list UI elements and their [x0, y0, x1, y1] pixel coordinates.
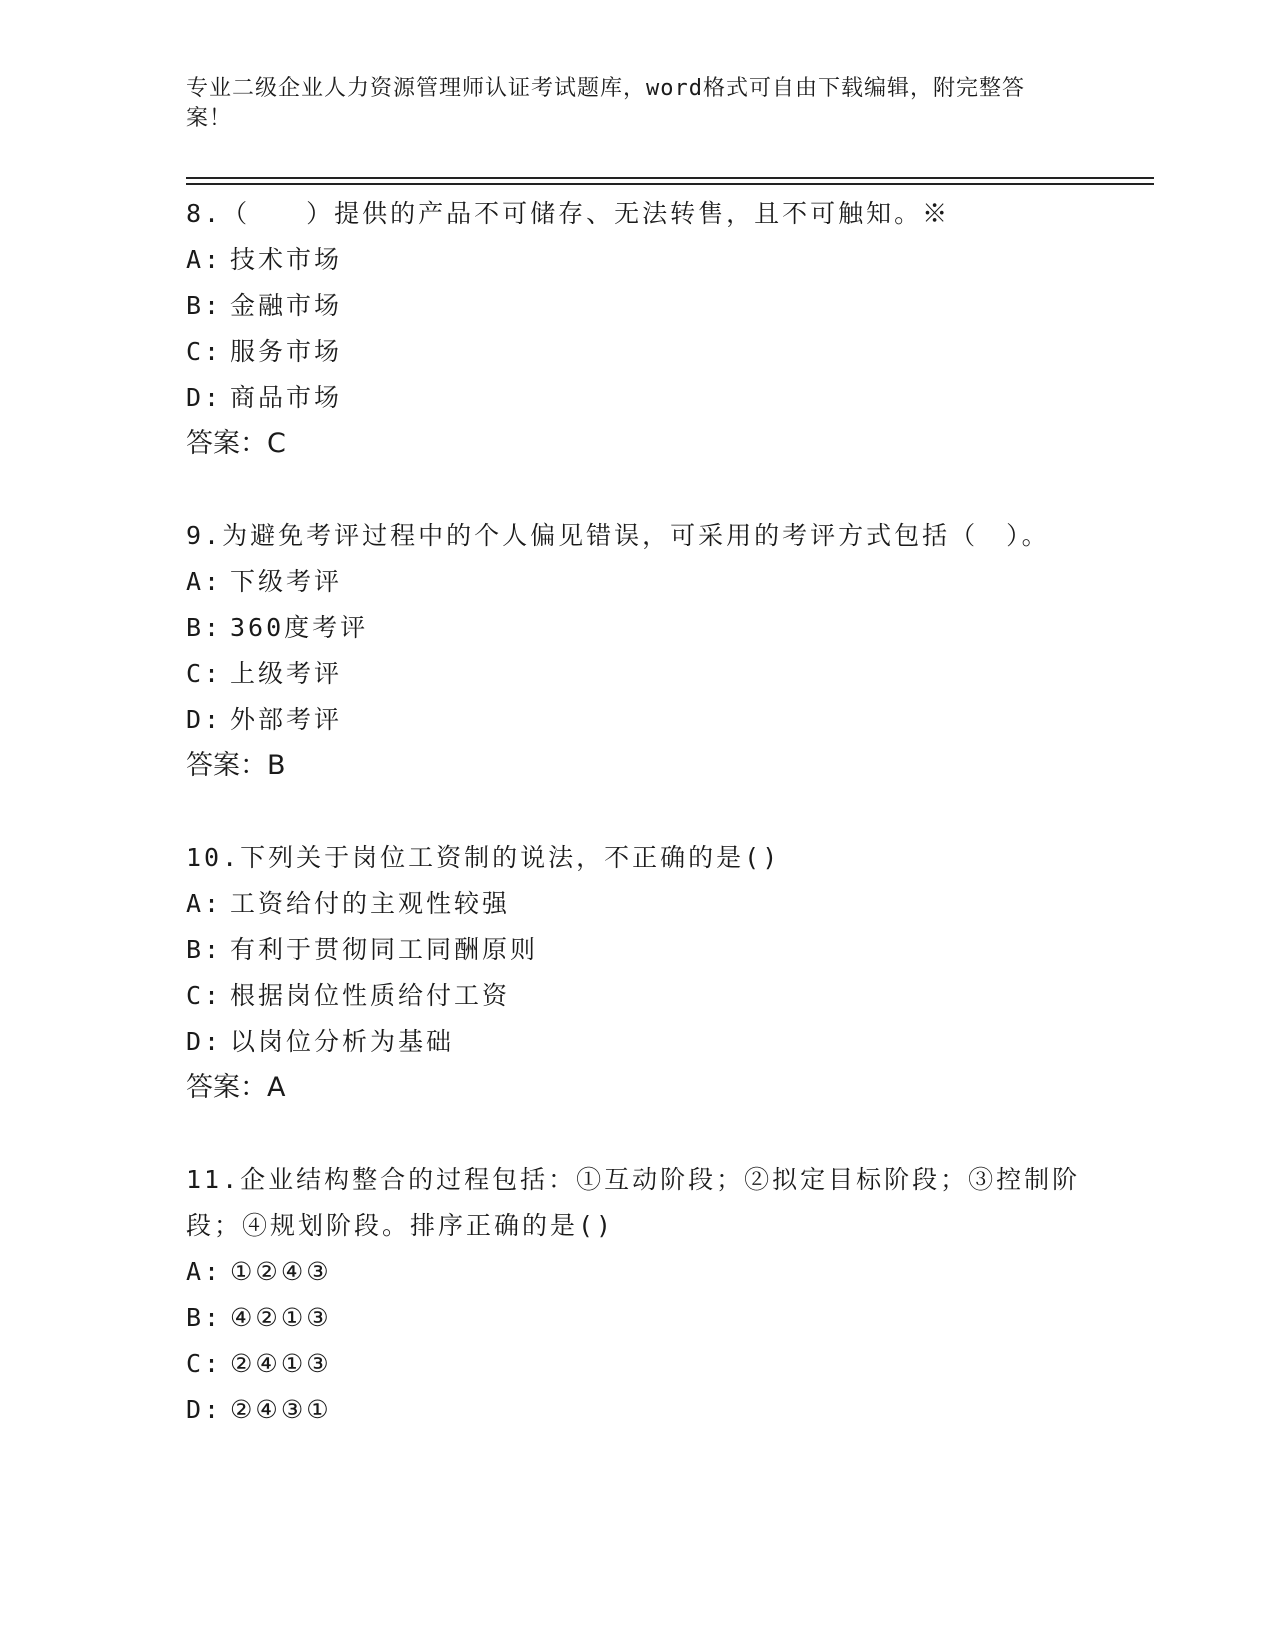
option-text: 以岗位分析为基础 — [230, 1027, 455, 1056]
question-stem: 11.企业结构整合的过程包括：①互动阶段；②拟定目标阶段；③控制阶段；④规划阶段。排序正确的是() — [186, 1165, 1081, 1240]
option-text: 上级考评 — [230, 659, 343, 688]
option-b — [186, 1295, 1086, 1341]
option-c — [186, 651, 1086, 697]
option-key: C: — [186, 1349, 223, 1378]
option-text: 服务市场 — [230, 337, 343, 366]
answer-line: 答案：C — [186, 428, 286, 459]
question-stem: 10.下列关于岗位工资制的说法，不正确的是() — [186, 843, 781, 872]
option-key: C: — [186, 659, 223, 688]
option-text: ②④①③ — [230, 1349, 332, 1378]
option-b — [186, 283, 1086, 329]
option-text: ④②①③ — [230, 1303, 332, 1332]
option-text: 360度考评 — [230, 613, 369, 642]
option-key: D: — [186, 705, 223, 734]
option-key: A: — [186, 245, 223, 274]
option-a — [186, 559, 1086, 605]
option-a — [186, 1249, 1086, 1295]
option-key: B: — [186, 291, 223, 320]
option-key: D: — [186, 1027, 223, 1056]
option-d — [186, 697, 1086, 743]
option-text: 工资给付的主观性较强 — [230, 889, 511, 918]
option-key: D: — [186, 383, 223, 412]
question-11 — [186, 1157, 1086, 1433]
option-d — [186, 1387, 1086, 1433]
option-c — [186, 329, 1086, 375]
option-key: B: — [186, 613, 223, 642]
option-d — [186, 375, 1086, 421]
option-b — [186, 605, 1086, 651]
answer-line: 答案：A — [186, 1072, 286, 1103]
option-key: C: — [186, 981, 223, 1010]
option-text: 下级考评 — [230, 567, 343, 596]
option-text: 根据岗位性质给付工资 — [230, 981, 511, 1010]
option-text: 外部考评 — [230, 705, 343, 734]
option-key: A: — [186, 1257, 223, 1286]
option-key: A: — [186, 889, 223, 918]
option-key: C: — [186, 337, 223, 366]
answer-line: 答案：B — [186, 750, 286, 781]
question-10 — [186, 835, 1086, 1111]
option-text: 商品市场 — [230, 383, 343, 412]
option-text: ①②④③ — [230, 1257, 332, 1286]
option-a — [186, 881, 1086, 927]
document-header: 专业二级企业人力资源管理师认证考试题库，word格式可自由下载编辑，附完整答案！ — [186, 76, 1025, 131]
option-a — [186, 237, 1086, 283]
header-divider-bottom — [186, 183, 1154, 185]
option-text: ②④③① — [230, 1395, 332, 1424]
option-text: 技术市场 — [230, 245, 343, 274]
question-stem: 9.为避免考评过程中的个人偏见错误，可采用的考评方式包括（ ）。 — [186, 521, 1050, 550]
question-9 — [186, 513, 1086, 789]
option-key: B: — [186, 1303, 223, 1332]
option-c — [186, 973, 1086, 1019]
question-8 — [186, 191, 1086, 467]
option-key: B: — [186, 935, 223, 964]
option-c — [186, 1341, 1086, 1387]
option-b — [186, 927, 1086, 973]
option-text: 有利于贯彻同工同酬原则 — [230, 935, 539, 964]
option-d — [186, 1019, 1086, 1065]
question-stem: 8.（ ）提供的产品不可储存、无法转售，且不可触知。※ — [186, 199, 951, 228]
option-text: 金融市场 — [230, 291, 343, 320]
option-key: D: — [186, 1395, 223, 1424]
question-list — [186, 191, 1086, 1479]
option-key: A: — [186, 567, 223, 596]
header-divider-top — [186, 177, 1154, 179]
